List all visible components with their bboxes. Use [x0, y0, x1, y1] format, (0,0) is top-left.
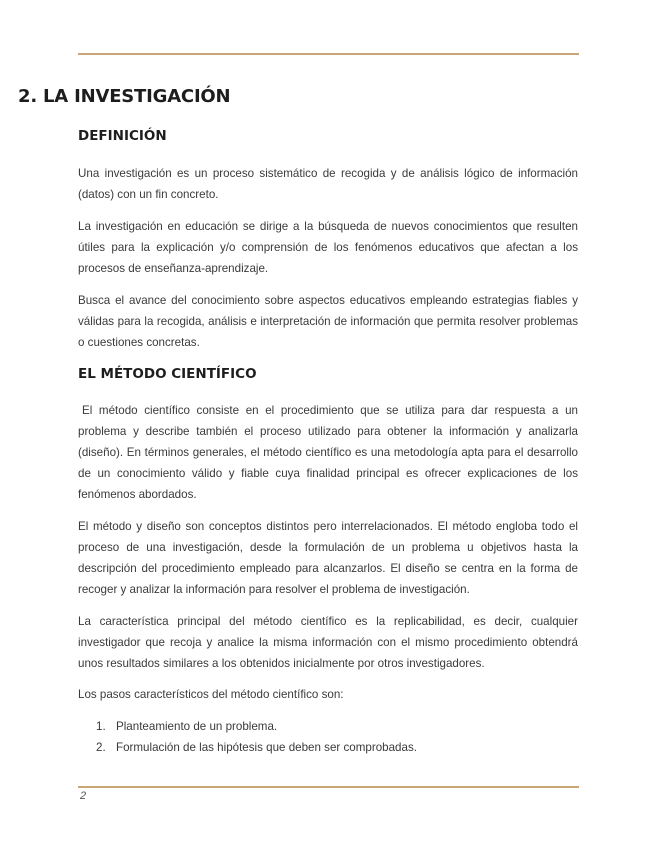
list-item-number: 2. [96, 741, 106, 754]
paragraph: El método y diseño son conceptos distintos pero interrelacionados. El método engloba todo el proceso de una investigación, desde la formulación de un problema u objetivos hasta la descripción del procedimiento empleado para alcanzarlos. El diseño se centra en la forma de recoger y analizar la información para resolver el problema de investigación. [78, 520, 578, 596]
steps-list [78, 716, 578, 758]
page-number: 2 [80, 790, 87, 802]
paragraph: Busca el avance del conocimiento sobre aspectos educativos empleando estrategias fiables y válidas para la recogida, análisis e interpretación de información que permita resolver problemas o cuestiones concretas. [78, 294, 578, 349]
paragraph: Una investigación es un proceso sistemático de recogida y de análisis lógico de información (datos) con un fin concreto. [78, 167, 578, 201]
list-item [78, 737, 578, 758]
paragraph: Los pasos característicos del método científico son: [78, 688, 344, 701]
list-item [78, 716, 578, 737]
section-title-metodo: EL MÉTODO CIENTÍFICO [78, 366, 257, 382]
paragraph: El método científico consiste en el procedimiento que se utiliza para dar respuesta a un problema y describe también el proceso utilizado para obtener la información y analizarla (diseño). En términos generales, el método científico es una metodología apta para el desarrollo de un conocimiento válido y fiable cuya finalidad principal es ofrecer explicaciones de los fenómenos abordados. [78, 404, 578, 501]
page-title: 2. LA INVESTIGACIÓN [18, 86, 231, 107]
list-item-text: Planteamiento de un problema. [116, 720, 278, 733]
header-rule [78, 53, 579, 55]
list-item-number: 1. [96, 720, 106, 733]
list-item-text: Formulación de las hipótesis que deben ser comprobadas. [116, 741, 417, 754]
section-title-definicion: DEFINICIÓN [78, 128, 167, 144]
paragraph: La investigación en educación se dirige a la búsqueda de nuevos conocimientos que resulten útiles para la explicación y/o comprensión de los fenómenos educativos que afectan a los procesos de enseñanza-aprendizaje. [78, 220, 578, 275]
paragraph: La característica principal del método científico es la replicabilidad, es decir, cualquier investigador que recoja y analice la misma información con el mismo procedimiento obtendrá unos resultados similares a los obtenidos inicialmente por otros investigadores. [78, 615, 578, 670]
footer-rule [78, 786, 579, 788]
